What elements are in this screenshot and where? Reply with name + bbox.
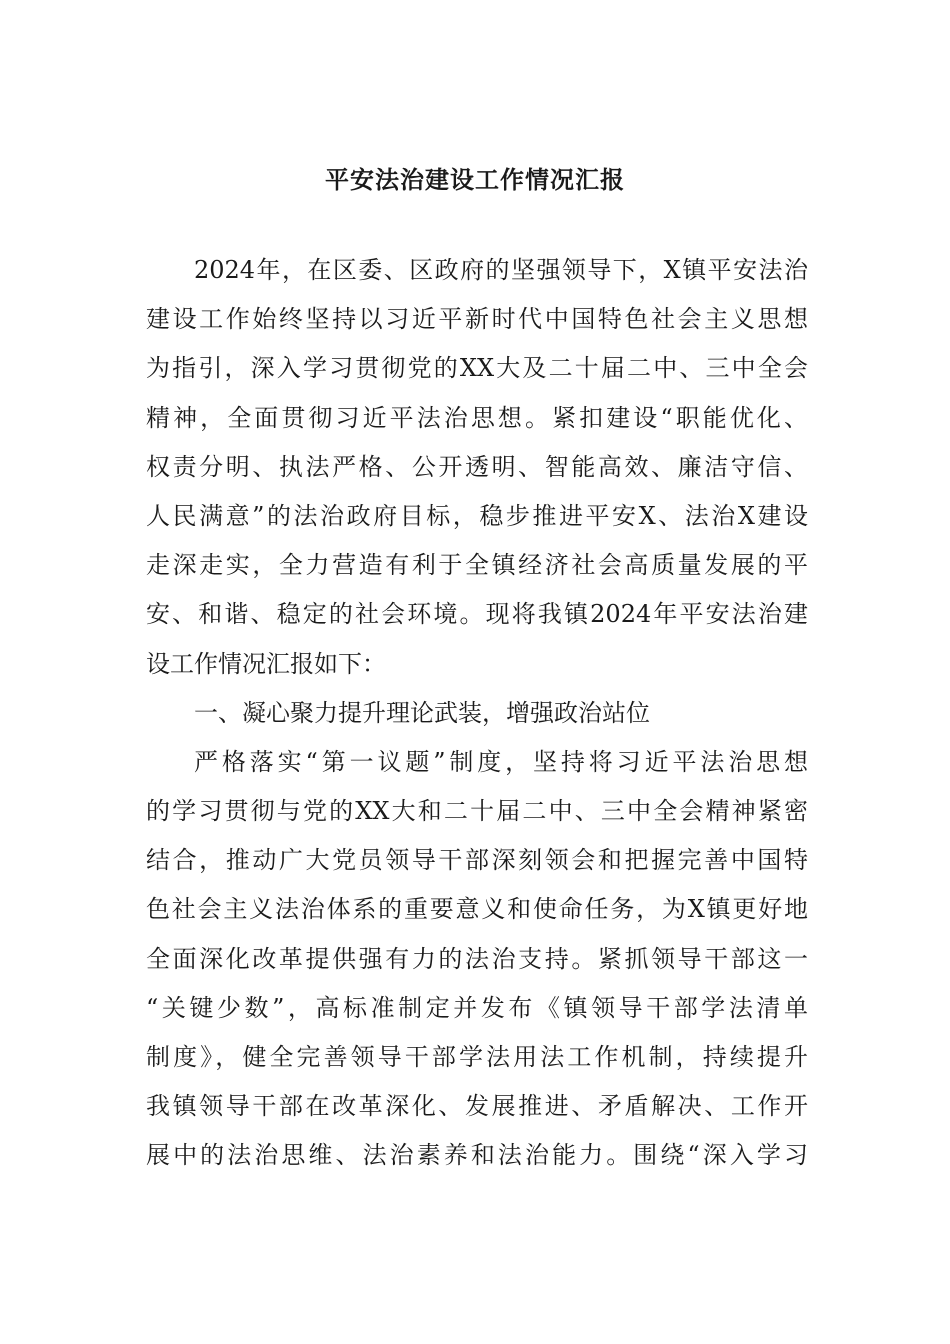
paragraph-line: 的学习贯彻与党的XX大和二十届二中、三中全会精神紧密: [146, 797, 808, 826]
paragraph-line: 人民满意”的法治政府目标，稳步推进平安X、法治X建设: [146, 501, 808, 530]
paragraph-line: 精神，全面贯彻习近平法治思想。紧扣建设“职能优化、: [146, 403, 808, 432]
paragraph-line: 设工作情况汇报如下：: [146, 649, 386, 678]
section-heading: 一、凝心聚力提升理论武装，增强政治站位: [194, 698, 650, 727]
document-body: [146, 246, 808, 1181]
paragraph-line: “关键少数”，高标准制定并发布《镇领导干部学法清单: [146, 993, 808, 1022]
paragraph-line: 严格落实“第一议题”制度，坚持将习近平法治思想: [194, 747, 808, 776]
paragraph-line: 为指引，深入学习贯彻党的XX大及二十届二中、三中全会: [146, 354, 808, 383]
paragraph-line: 我镇领导干部在改革深化、发展推进、矛盾解决、工作开: [146, 1092, 808, 1121]
paragraph-line: 制度》，健全完善领导干部学法用法工作机制，持续提升: [146, 1043, 808, 1071]
paragraph-line: 色社会主义法治体系的重要意义和使命任务，为X镇更好地: [146, 895, 808, 924]
paragraph-line: 2024年，在区委、区政府的坚强领导下，X镇平安法治: [194, 256, 808, 284]
document-title: 平安法治建设工作情况汇报: [325, 165, 625, 194]
paragraph-line: 权责分明、执法严格、公开透明、智能高效、廉洁守信、: [146, 452, 808, 481]
paragraph-line: 安、和谐、稳定的社会环境。现将我镇2024年平安法治建: [146, 600, 808, 629]
paragraph-line: 结合，推动广大党员领导干部深刻领会和把握完善中国特: [146, 846, 808, 875]
paragraph-line: 走深走实，全力营造有利于全镇经济社会高质量发展的平: [146, 551, 808, 580]
paragraph-line: 展中的法治思维、法治素养和法治能力。围绕“深入学习: [146, 1141, 808, 1170]
paragraph-line: 全面深化改革提供强有力的法治支持。紧抓领导干部这一: [146, 944, 808, 973]
paragraph-line: 建设工作始终坚持以习近平新时代中国特色社会主义思想: [146, 305, 808, 334]
